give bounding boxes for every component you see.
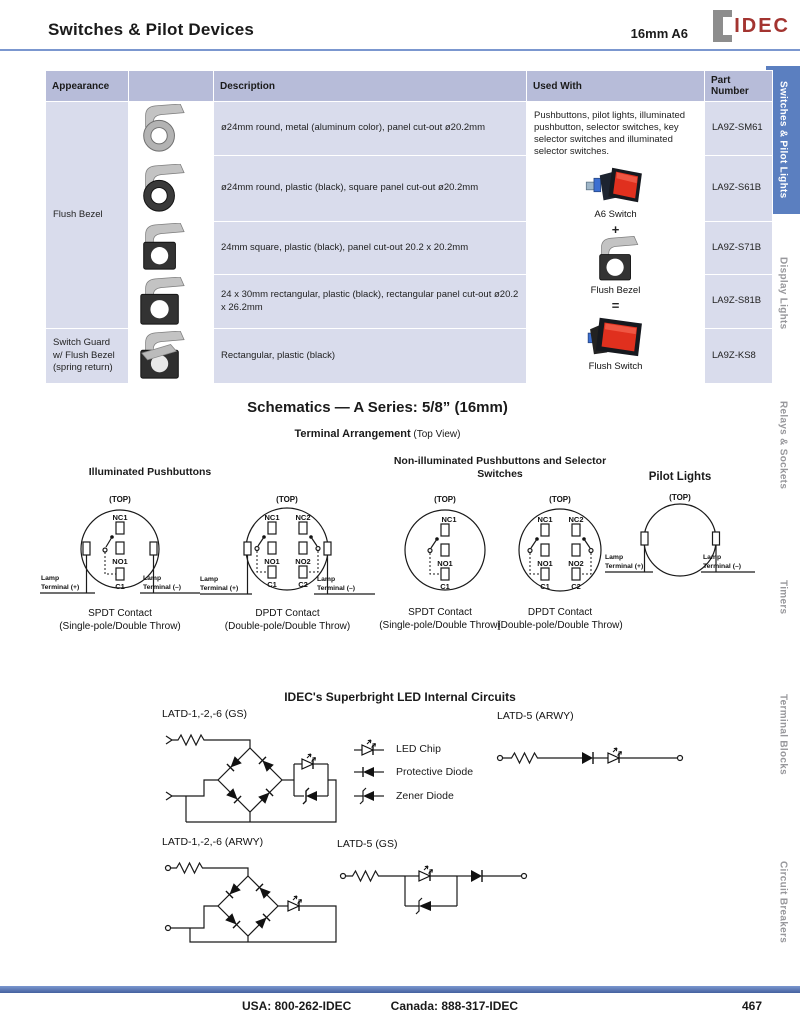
product-code: 16mm A6 [630,26,688,41]
flush-switch-label: Flush Switch [588,360,643,372]
svg-text:C1: C1 [440,582,450,591]
zener-diode-icon [352,786,388,806]
svg-text:NC1: NC1 [112,513,128,522]
legend-protective-diode [352,762,473,782]
part-number-cell: LA9Z-SM61 [705,102,772,155]
svg-text:Lamp: Lamp [605,554,624,561]
bezel-ring-metal-icon [130,104,192,154]
col-illuminated-pushbuttons: Illuminated Pushbuttons [88,466,212,478]
svg-text:Terminal (–): Terminal (–) [143,584,182,591]
table-header-row [46,71,772,101]
bezel-ring-black-icon [130,164,192,214]
switch-guard-image [129,329,213,383]
appearance-flush-bezel: Flush Bezel [46,102,128,328]
svg-text:Terminal (+): Terminal (+) [605,563,644,570]
svg-text:(TOP): (TOP) [434,495,456,504]
sidebar-tab-switches-pilot-lights: Switches & Pilot Lights [766,66,800,214]
zener-diode-label: Zener Diode [396,790,454,802]
part-number-cell: LA9Z-S81B [705,275,772,328]
pilot-lights-diagram [605,488,755,583]
svg-text:NO1: NO1 [437,559,453,568]
svg-text:Terminal (+): Terminal (+) [200,585,239,592]
protective-diode-label: Protective Diode [396,766,474,778]
svg-text:(TOP): (TOP) [109,495,131,504]
svg-text:C1: C1 [540,582,550,591]
led-chip-label: LED Chip [396,743,441,755]
idec-logo [713,10,790,42]
page-number: 467 [741,999,762,1013]
sidebar-tab-terminal-blocks: Terminal Blocks [777,694,789,776]
used-with-text: Pushbuttons, pilot lights, illuminated pushbutton, selector switches, key selector switches and illuminated selector switches. [534,110,686,158]
bezel-rect-black-icon [130,277,192,327]
latd-arwy-bridge-circuit [160,854,345,949]
header-rule [0,49,800,51]
terminal-arrangement-label: Terminal Arrangement [294,428,411,440]
svg-text:Lamp: Lamp [143,575,162,582]
a6-switch-image [583,162,649,208]
part-number-cell: LA9Z-S61B [705,156,772,221]
dpdt-illuminated-diagram [200,490,375,602]
header-image-spacer [129,71,213,101]
spdt-illuminated-diagram [40,490,200,602]
svg-text:C2: C2 [298,580,308,589]
svg-text:Terminal (–): Terminal (–) [703,563,742,570]
flush-bezel-image [587,236,645,284]
description-cell: Rectangular, plastic (black) [214,329,526,383]
svg-text:Terminal (–): Terminal (–) [317,585,356,592]
circuit1-label: LATD-1,-2,-6 (GS) [162,708,247,720]
header-description: Description [214,71,526,101]
header-part-number: Part Number [705,71,772,101]
svg-text:NO2: NO2 [295,557,311,566]
appearance-switch-guard: Switch Guard w/ Flush Bezel (spring return) [46,329,128,383]
circuit2-label: LATD-5 (ARWY) [497,710,574,722]
used-with-cell [527,102,704,383]
page-title: Switches & Pilot Devices [48,20,255,39]
bezel-round-metal-image [129,102,213,155]
svg-text:NO1: NO1 [264,557,280,566]
svg-text:NC1: NC1 [264,513,280,522]
led-chip-icon [352,736,388,762]
spdt-non-illuminated-caption: SPDT Contact (Single-pole/Double Throw) [379,607,501,631]
led-section-title: IDEC's Superbright LED Internal Circuits [284,690,516,704]
sidebar-tab-timers: Timers [777,579,789,615]
svg-text:Lamp: Lamp [703,554,722,561]
svg-text:(TOP): (TOP) [276,495,298,504]
footer-usa-phone: USA: 800-262-IDEC [241,999,352,1013]
schematics-title: Schematics — A Series: 5/8” (16mm) [247,399,508,416]
top-view-note: (Top View) [410,429,461,440]
legend-zener-diode [352,786,454,806]
svg-text:NO1: NO1 [537,559,553,568]
a6-switch-label: A6 Switch [594,208,637,220]
plus-sign: + [611,221,620,237]
svg-text:NC1: NC1 [537,515,553,524]
svg-text:Terminal (+): Terminal (+) [41,584,80,591]
flush-switch-image [581,312,651,360]
svg-text:NC1: NC1 [441,515,457,524]
sidebar-tab-relays-sockets: Relays & Sockets [777,400,789,490]
spec-table [45,70,773,384]
latd-gs-bridge-circuit [160,724,345,829]
svg-text:NO2: NO2 [568,559,584,568]
bezel-rectangular-image [129,275,213,328]
svg-text:(TOP): (TOP) [669,493,691,502]
dpdt-non-illuminated-caption: DPDT Contact (Double-pole/Double Throw) [497,607,623,631]
circuit4-label: LATD-5 (GS) [337,838,398,850]
description-cell: ø24mm round, plastic (black), square panel cut-out ø20.2mm [214,156,526,221]
legend-led-chip [352,736,441,762]
svg-text:NC2: NC2 [568,515,584,524]
footer-rule [0,986,800,993]
circuit3-label: LATD-1,-2,-6 (ARWY) [162,836,264,848]
switch-guard-icon [130,331,192,381]
footer-canada-phone: Canada: 888-317-IDEC [390,999,519,1013]
col-pilot-lights: Pilot Lights [648,471,712,483]
spdt-illuminated-caption: SPDT Contact (Single-pole/Double Throw) [59,608,181,632]
table-row [46,102,772,155]
svg-text:NC2: NC2 [295,513,311,522]
schematics-subtitle [45,428,710,440]
logo-text: IDEC [734,14,790,37]
equals-sign: = [611,297,620,313]
svg-text:C2: C2 [571,582,581,591]
dpdt-illuminated-caption: DPDT Contact (Double-pole/Double Throw) [224,608,351,632]
description-cell: 24mm square, plastic (black), panel cut-out 20.2 x 20.2mm [214,222,526,274]
sidebar-tab-circuit-breakers: Circuit Breakers [777,860,789,944]
svg-text:NO1: NO1 [112,557,128,566]
protective-diode-icon [352,762,388,782]
svg-text:C1: C1 [267,580,277,589]
svg-text:C1: C1 [115,582,125,591]
bezel-square-black-icon [130,223,192,273]
svg-text:Lamp: Lamp [200,576,219,583]
header-appearance: Appearance [46,71,128,101]
part-number-cell: LA9Z-KS8 [705,329,772,383]
header-used-with: Used With [527,71,704,101]
bezel-square-image [129,222,213,274]
flush-bezel-label: Flush Bezel [590,284,641,296]
col-non-illuminated: Non-illuminated Pushbuttons and Selector Switches [393,455,607,481]
svg-text:(TOP): (TOP) [549,495,571,504]
svg-text:Lamp: Lamp [41,575,60,582]
latd5-gs-circuit [335,854,535,924]
footer-phones [0,999,760,1013]
part-number-cell: LA9Z-S71B [705,222,772,274]
latd5-arwy-circuit [492,738,692,778]
description-cell: 24 x 30mm rectangular, plastic (black), rectangular panel cut-out ø20.2 x 26.2mm [214,275,526,328]
sidebar-tab-display-lights: Display Lights [777,256,789,330]
bezel-round-plastic-image [129,156,213,221]
description-cell: ø24mm round, metal (aluminum color), panel cut-out ø20.2mm [214,102,526,155]
logo-mark-icon [713,10,732,42]
svg-text:Lamp: Lamp [317,576,336,583]
